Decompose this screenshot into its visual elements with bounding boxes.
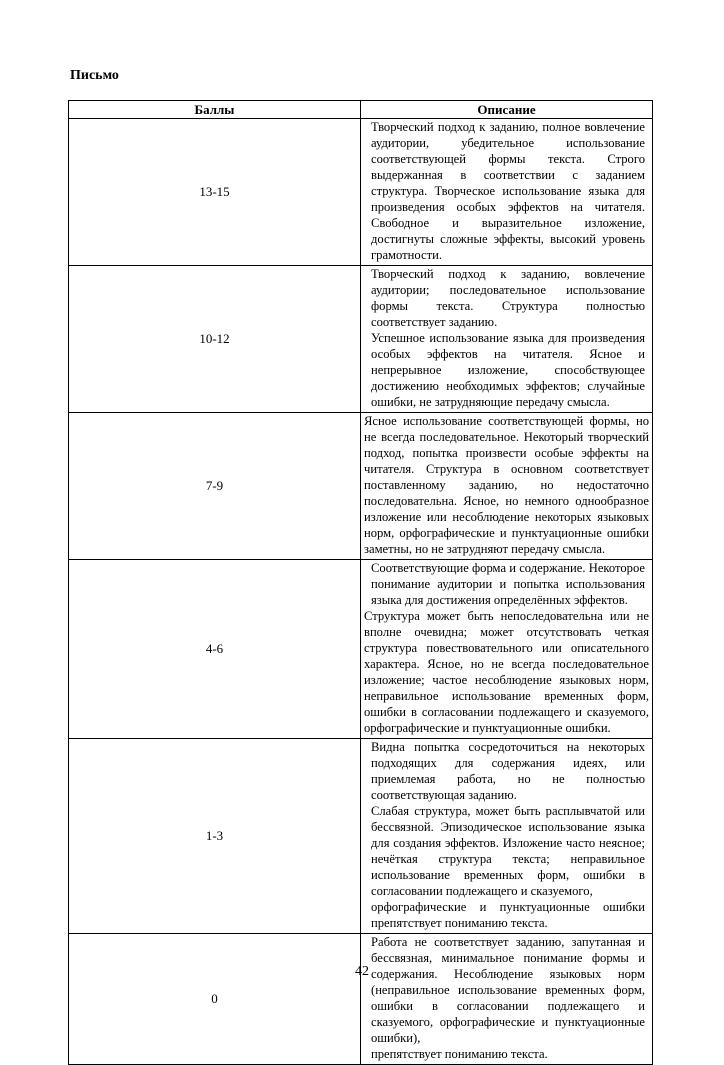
table-row (69, 266, 653, 413)
description-paragraph: Соответствующие форма и содержание. Некоторое понимание аудитории и попытка использования языка для достижения определённых эффектов. (371, 561, 645, 607)
description-paragraph: Творческий подход к заданию, полное вовлечение аудитории, убедительное использование соответствующей формы текста. Строго выдержанная в соответствии с заданием структура. Творческое использование языка для произведения особых эффектов на читателя. Свободное и выразительное изложение, достигнуты сложные эффекты, высокий уровень грамотности. (371, 120, 645, 262)
page-number: 42 (355, 964, 369, 979)
section-title: Письмо (70, 68, 119, 83)
header-description: Описание (361, 101, 653, 119)
description-paragraph: Слабая структура, может быть расплывчатой или бессвязной. Эпизодическое использование языка для создания эффектов. Изложение часто неясное; нечёткая структура текста; неправильное использование временных форм, ошибки в согласовании подлежащего и сказуемого, (371, 804, 645, 898)
rubric-table (68, 100, 653, 1065)
table-row (69, 934, 653, 1065)
description-paragraph: Ясное использование соответствующей формы, но не всегда последовательное. Некоторый творческий подход, попытка произвести особые эффекты на читателя. Структура в основном соответствует поставленному заданию, но недостаточно последовательна. Ясное, но немного однообразное изложение или несоблюдение некоторых языковых норм, орфографические и пунктуационные ошибки заметны, но не затрудняют передачу смысла. (364, 414, 649, 556)
table-row (69, 560, 653, 739)
score-cell: 13-15 (69, 119, 361, 266)
score-cell: 1-3 (69, 739, 361, 934)
description-paragraph: Успешное использование языка для произведения особых эффектов на читателя. Ясное и непрерывное изложение, способствующее достижению необходимых эффектов; случайные ошибки, не затрудняющие передачу смысла. (371, 331, 645, 409)
description-paragraph: Работа не соответствует заданию, запутанная и бессвязная, минимальное понимание формы и содержания. Несоблюдение языковых норм (неправильное использование временных форм, ошибки в согласовании подлежащего и сказуемого, орфографические и пунктуационные ошибки), (371, 935, 645, 1045)
description-paragraph: препятствует пониманию текста. (371, 1047, 548, 1061)
score-cell: 7-9 (69, 413, 361, 560)
description-paragraph: Творческий подход к заданию, вовлечение аудитории; последовательное использование формы текста. Структура полностью соответствует заданию. (371, 267, 645, 329)
description-cell (361, 119, 653, 266)
header-score: Баллы (69, 101, 361, 119)
description-cell (361, 560, 653, 739)
header-row (69, 101, 653, 119)
table-row (69, 413, 653, 560)
score-cell: 10-12 (69, 266, 361, 413)
description-cell (361, 266, 653, 413)
description-paragraph: Видна попытка сосредоточиться на некоторых подходящих для содержания идеях, или приемлемая работа, но не полностью соответствующая заданию. (371, 740, 645, 802)
score-cell: 4-6 (69, 560, 361, 739)
description-paragraph: орфографические и пунктуационные ошибки препятствует пониманию текста. (371, 900, 645, 930)
table-row (69, 739, 653, 934)
description-paragraph: Структура может быть непоследовательна или не вполне очевидна; может отсутствовать четкая структура повествовательного или описательного характера. Ясное, но не всегда последовательное изложение; частое несоблюдение языковых норм, неправильное использование временных форм, ошибки в согласовании подлежащего и сказуемого, орфографические и пунктуационные ошибки. (364, 609, 649, 735)
description-cell (361, 413, 653, 560)
table-row (69, 119, 653, 266)
description-cell (361, 739, 653, 934)
score-cell: 0 (69, 934, 361, 1065)
description-cell (361, 934, 653, 1065)
